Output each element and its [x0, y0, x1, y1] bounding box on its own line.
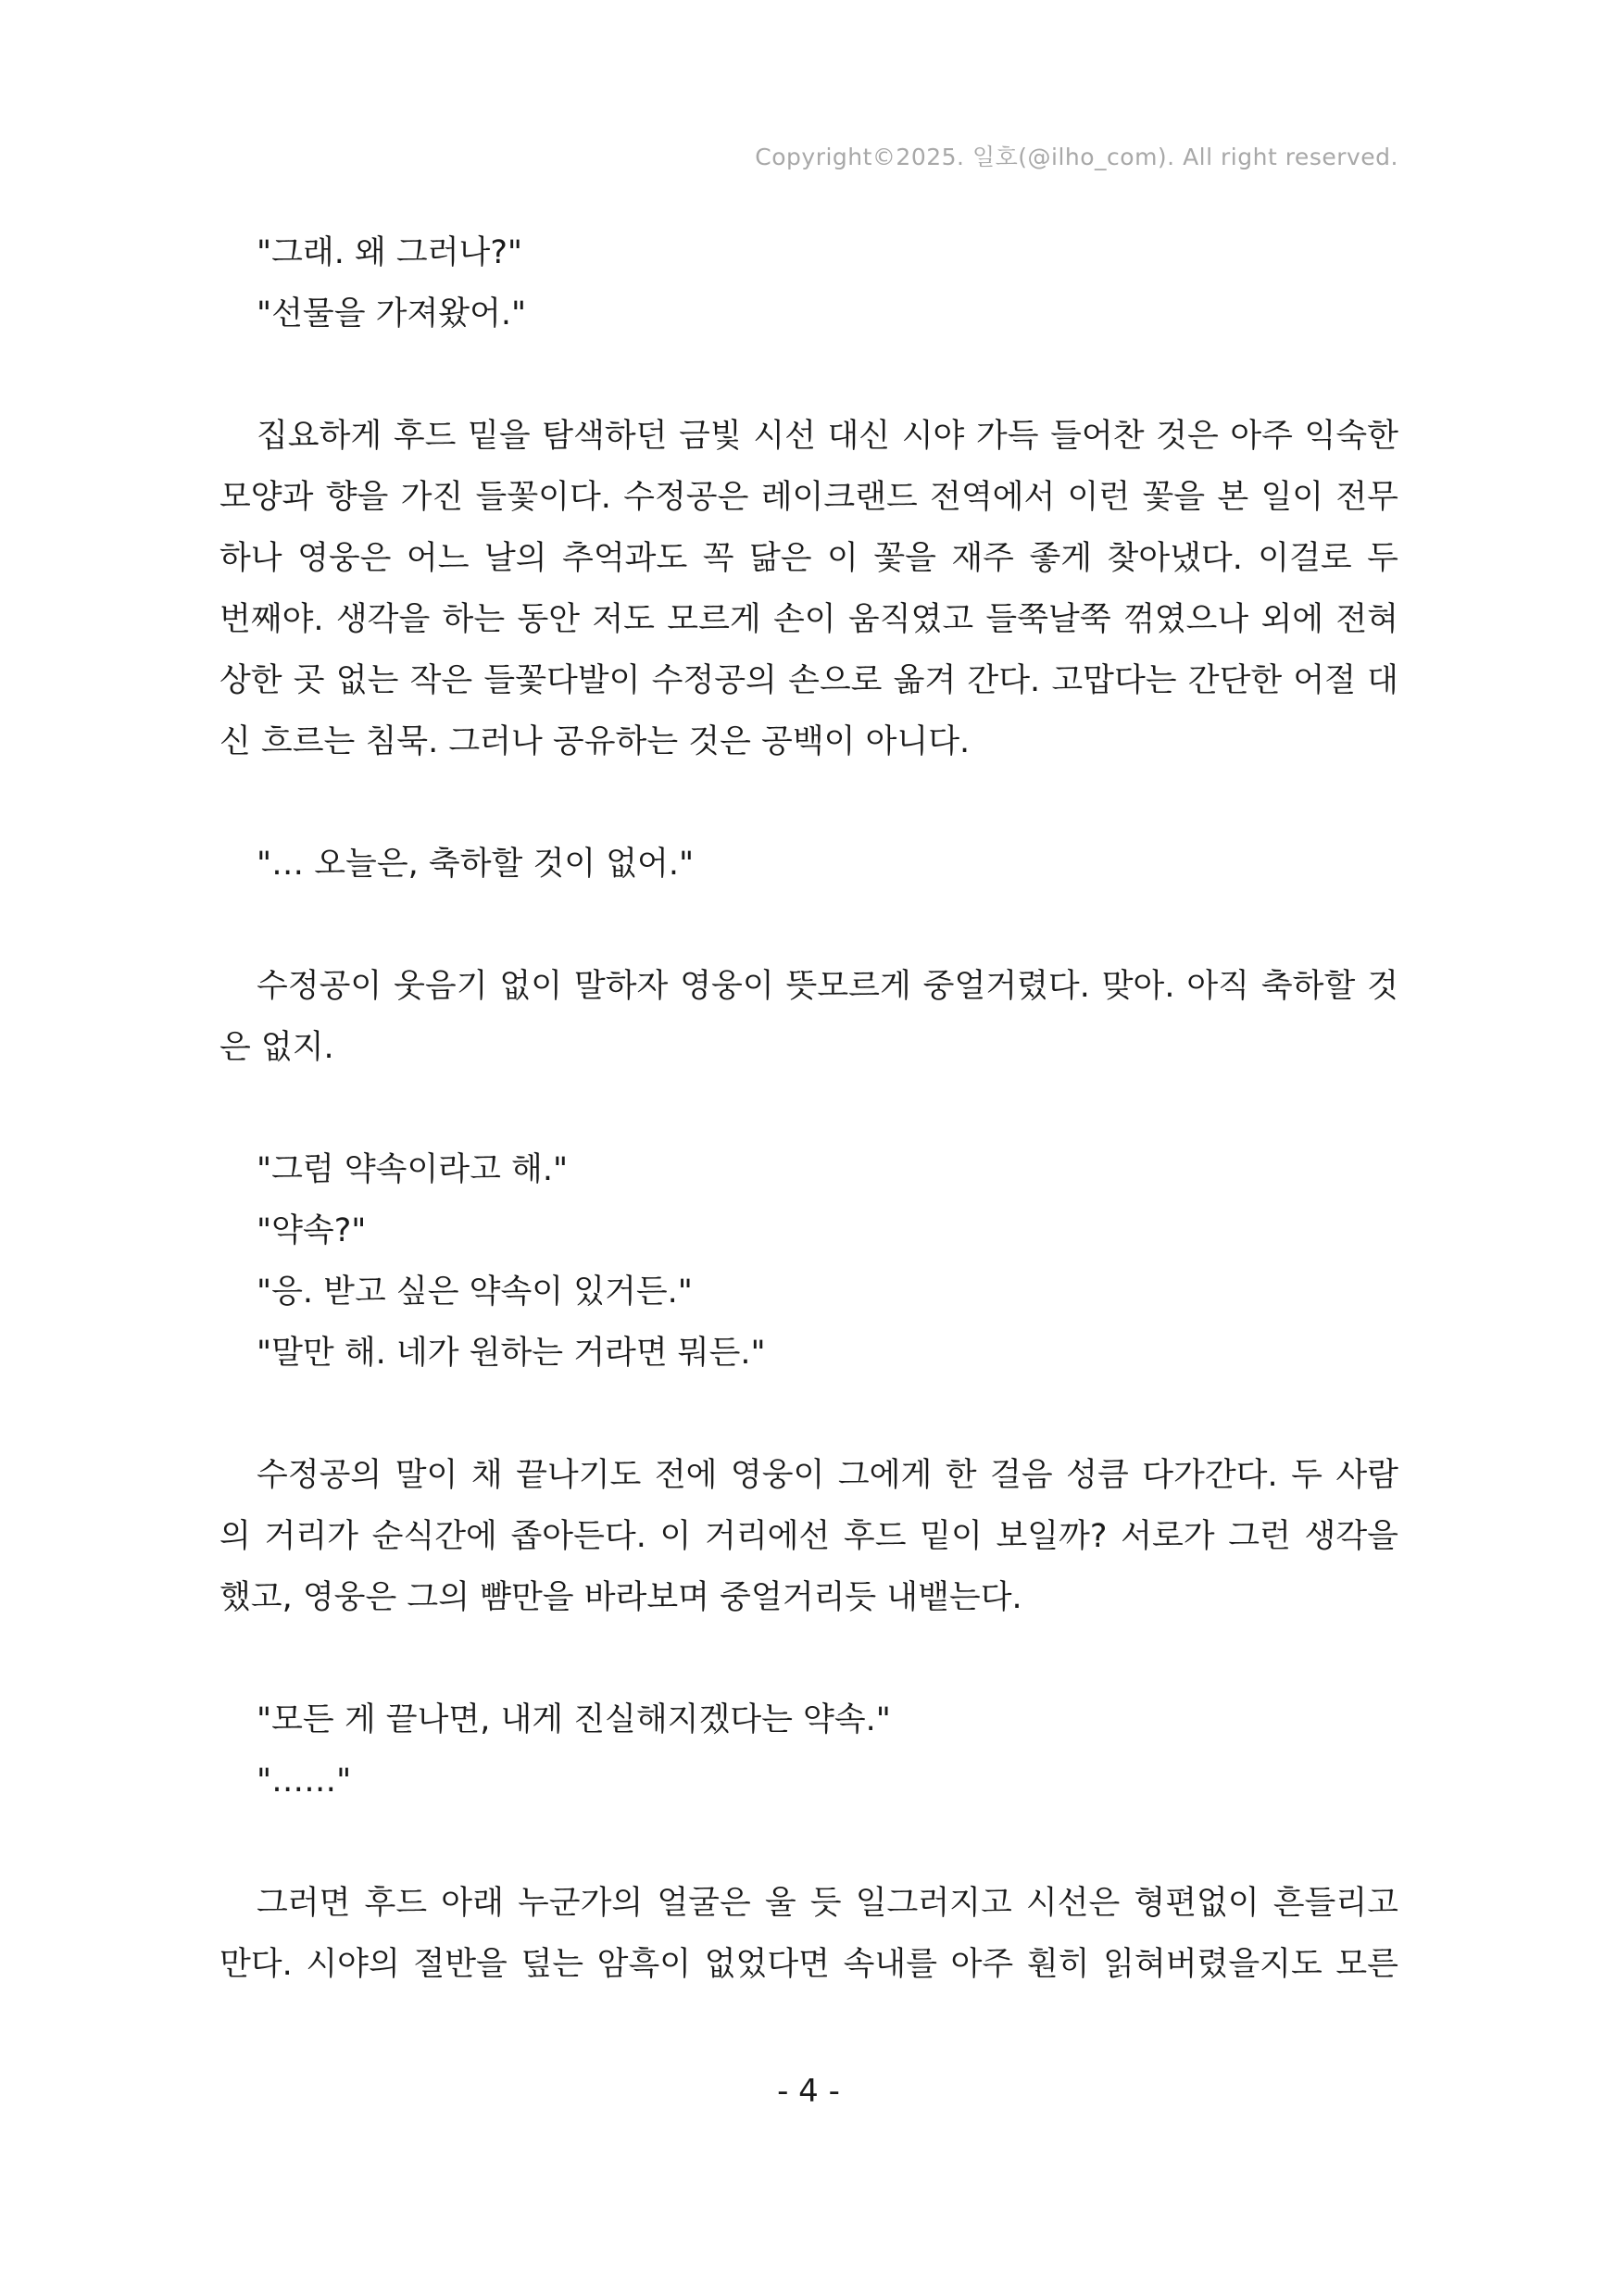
dialogue-line: "말만 해. 네가 원하는 거라면 뭐든." — [257, 1335, 766, 1372]
paragraph-line: 의 거리가 순식간에 좁아든다. 이 거리에선 후드 밑이 보일까? 서로가 그런 생각을 — [219, 1518, 1398, 1555]
page-number: - 4 - — [777, 2073, 840, 2110]
paragraph-line: 했고, 영웅은 그의 뺨만을 바라보며 중얼거리듯 내뱉는다. — [219, 1579, 1022, 1616]
dialogue-line: "그래. 왜 그러나?" — [257, 234, 523, 271]
paragraph-gap — [219, 345, 1398, 406]
paragraph-line: 번째야. 생각을 하는 동안 저도 모르게 손이 움직였고 들쭉날쭉 꺾였으나 외에 전혀 — [219, 601, 1398, 638]
dialogue-line: "약속?" — [257, 1212, 367, 1249]
paragraph-line: 만다. 시야의 절반을 덮는 암흑이 없었다면 속내를 아주 훤히 읽혀버렸을지도 모른 — [219, 1946, 1398, 1983]
paragraph-gap — [219, 1628, 1398, 1689]
paragraph-gap — [219, 895, 1398, 956]
body-text — [219, 222, 1398, 1995]
paragraph-gap — [219, 1812, 1398, 1873]
dialogue-line: "응. 받고 싶은 약속이 있거든." — [257, 1273, 693, 1311]
paragraph-line: 수정공이 웃음기 없이 말하자 영웅이 뜻모르게 중얼거렸다. 맞아. 아직 축하할 것 — [257, 968, 1398, 1005]
paragraph-line: 집요하게 후드 밑을 탐색하던 금빛 시선 대신 시야 가득 들어찬 것은 아주 익숙한 — [257, 418, 1398, 455]
dialogue-line: "……" — [257, 1763, 352, 1800]
paragraph-line: 상한 곳 없는 작은 들꽃다발이 수정공의 손으로 옮겨 간다. 고맙다는 간단한 어절 대 — [219, 662, 1398, 699]
dialogue-line: "… 오늘은, 축하할 것이 없어." — [257, 846, 695, 883]
paragraph-line: 신 흐르는 침묵. 그러나 공유하는 것은 공백이 아니다. — [219, 723, 971, 760]
copyright-notice: Copyright©2025. 일호(@ilho_com). All right reserved. — [755, 144, 1398, 170]
paragraph-gap — [219, 772, 1398, 834]
paragraph-line: 은 없지. — [219, 1029, 334, 1066]
paragraph-gap — [219, 1384, 1398, 1445]
paragraph-line: 그러면 후드 아래 누군가의 얼굴은 울 듯 일그러지고 시선은 형편없이 흔들리고 — [257, 1885, 1398, 1922]
dialogue-line: "모든 게 끝나면, 내게 진실해지겠다는 약속." — [257, 1701, 891, 1738]
paragraph-gap — [219, 1078, 1398, 1139]
paragraph-line: 하나 영웅은 어느 날의 추억과도 꼭 닮은 이 꽃을 재주 좋게 찾아냈다. 이걸로 두 — [219, 540, 1398, 577]
dialogue-line: "선물을 가져왔어." — [257, 295, 527, 332]
dialogue-line: "그럼 약속이라고 해." — [257, 1151, 569, 1188]
paragraph-line: 수정공의 말이 채 끝나기도 전에 영웅이 그에게 한 걸음 성큼 다가간다. 두 사람 — [257, 1457, 1398, 1494]
paragraph-line: 모양과 향을 가진 들꽃이다. 수정공은 레이크랜드 전역에서 이런 꽃을 본 일이 전무 — [219, 479, 1398, 516]
